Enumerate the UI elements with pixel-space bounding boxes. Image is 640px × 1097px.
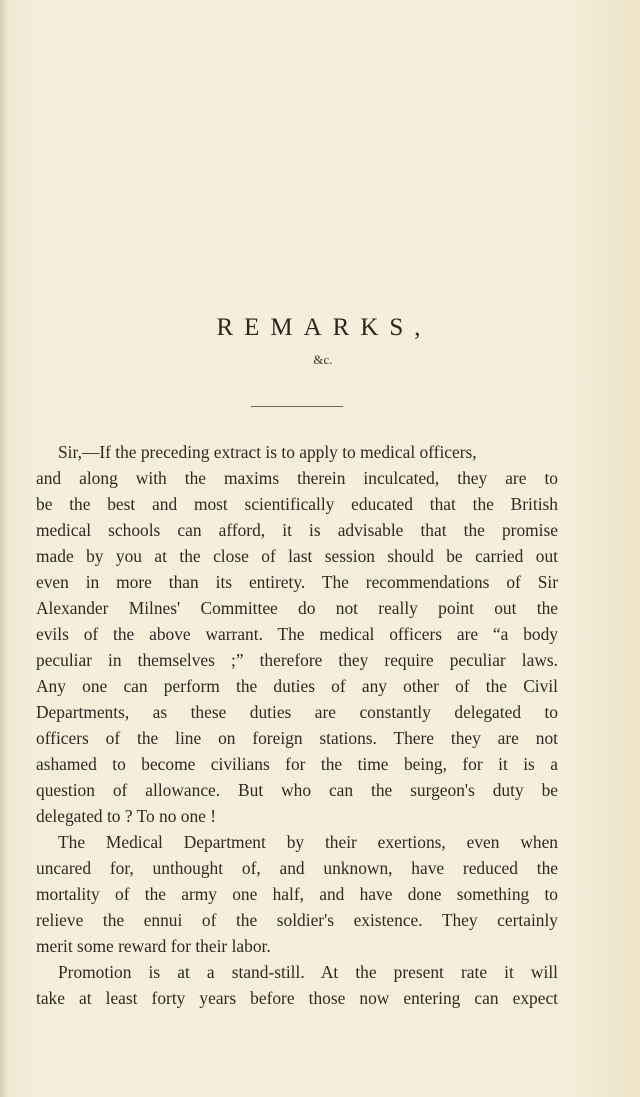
text-line: peculiar in themselves ;” therefore they require peculiar laws. <box>36 650 558 670</box>
text-line: officers of the line on foreign stations. There they are not <box>36 728 558 748</box>
text-line: Departments, as these duties are constantly delegated to <box>36 702 558 722</box>
text-line: Promotion is at a stand-still. At the present rate it will <box>58 962 558 982</box>
text-line: Any one can perform the duties of any other of the Civil <box>36 676 558 696</box>
text-line: evils of the above warrant. The medical officers are “a body <box>36 624 558 644</box>
text-line: The Medical Department by their exertions, even when <box>58 832 558 852</box>
text-line: take at least forty years before those now entering can expect <box>36 988 558 1008</box>
divider-rule <box>251 406 343 407</box>
text-line: merit some reward for their labor. <box>36 936 271 956</box>
text-line: and along with the maxims therein inculcated, they are to <box>36 468 558 488</box>
text-line: delegated to ? To no one ! <box>36 806 217 826</box>
text-line: be the best and most scientifically educated that the British <box>36 494 558 514</box>
text-line: relieve the ennui of the soldier's existence. They certainly <box>36 910 558 930</box>
text-line: medical schools can afford, it is advisable that the promise <box>36 520 558 540</box>
text-line: made by you at the close of last session should be carried out <box>36 546 558 566</box>
page-binding-shadow <box>0 0 8 1097</box>
text-line: question of allowance. But who can the surgeon's duty be <box>36 780 558 800</box>
page-heading: REMARKS, <box>216 314 432 341</box>
text-line: uncared for, unthought of, and unknown, have reduced the <box>36 858 558 878</box>
text-line: mortality of the army one half, and have done something to <box>36 884 558 904</box>
text-line: ashamed to become civilians for the time being, for it is a <box>36 754 558 774</box>
text-line: even in more than its entirety. The recommendations of Sir <box>36 572 558 592</box>
text-line: Sir,—If the preceding extract is to apply to medical officers, <box>58 442 477 462</box>
page-subheading: &c. <box>313 352 333 367</box>
text-line: Alexander Milnes' Committee do not really point out the <box>36 598 558 618</box>
